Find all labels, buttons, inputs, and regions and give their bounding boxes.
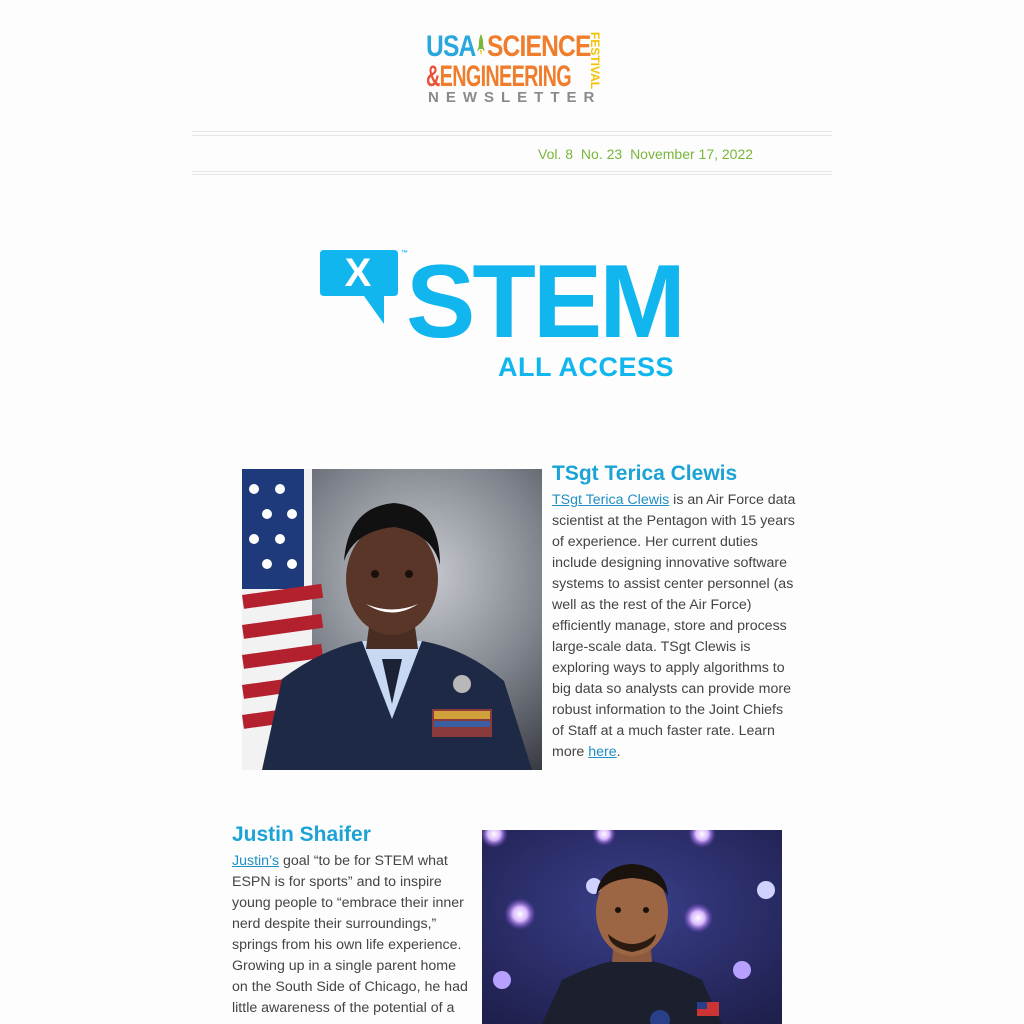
bio-text-shaifer: goal “to be for STEM what ESPN is for sports” and to inspire young people to “embrace their inner nerd despite their surroundings,” springs from his own life experience. Growing up in a single parent home on the South Side of Chicago, he had little awareness of the potential of a <box>232 853 468 1016</box>
logo-newsletter: NEWSLETTER <box>428 89 602 106</box>
newsletter-logo[interactable] <box>426 30 602 108</box>
learn-more-link[interactable]: here <box>588 744 617 760</box>
profile-link-clewis[interactable]: TSgt Terica Clewis <box>552 492 670 508</box>
bio-end: . <box>616 744 621 760</box>
stem-title: STEM <box>406 244 683 360</box>
profile-bio-clewis <box>552 490 798 763</box>
portrait-image <box>482 830 782 1024</box>
issue-date: November 17, 2022 <box>630 146 754 162</box>
logo-science: SCIENCE <box>486 30 591 63</box>
logo-engineering: ENGINEERING <box>439 60 572 93</box>
divider-bottom <box>192 171 832 172</box>
logo-row-usa-science <box>426 32 591 62</box>
issue-volume: Vol. 8 <box>538 146 574 162</box>
logo-festival: FESTIVAL <box>588 32 602 90</box>
logo-ampersand: & <box>426 60 440 93</box>
profile-photo-clewis[interactable] <box>242 469 542 770</box>
all-access-subtitle: ALL ACCESS <box>498 352 675 382</box>
profile-link-shaifer[interactable]: Justin’s <box>232 853 280 869</box>
bio-text-clewis: is an Air Force data scientist at the Pentagon with 15 years of experience. Her current duties include designing innovative software systems to assist center personnel (as well as the rest of the Air Force) efficiently manage, store and process large-scale data. TSgt Clewis is exploring ways to apply algorithms to big data so analysts can provide more robust information to the Joint Chiefs of Staff at a much faster rate. Learn more <box>552 492 796 760</box>
profile-photo-shaifer[interactable] <box>482 830 782 1024</box>
logo-row-engineering <box>426 62 571 92</box>
portrait-image <box>242 469 542 770</box>
divider-bottom-inner <box>192 174 832 175</box>
x-letter: X <box>344 251 372 295</box>
rocket-icon <box>476 32 486 60</box>
profile-bio-shaifer <box>232 851 472 1019</box>
issue-info <box>538 146 757 162</box>
profile-name-clewis: TSgt Terica Clewis <box>552 462 738 485</box>
profile-name-shaifer: Justin Shaifer <box>232 823 371 846</box>
speech-bubble-x-icon <box>320 248 400 328</box>
xstem-banner[interactable] <box>318 246 708 386</box>
divider-top <box>192 131 832 132</box>
logo-usa: USA <box>426 30 476 63</box>
trademark-mark: ™ <box>401 250 408 257</box>
divider-top-inner <box>192 135 832 136</box>
issue-number: No. 23 <box>580 146 623 162</box>
